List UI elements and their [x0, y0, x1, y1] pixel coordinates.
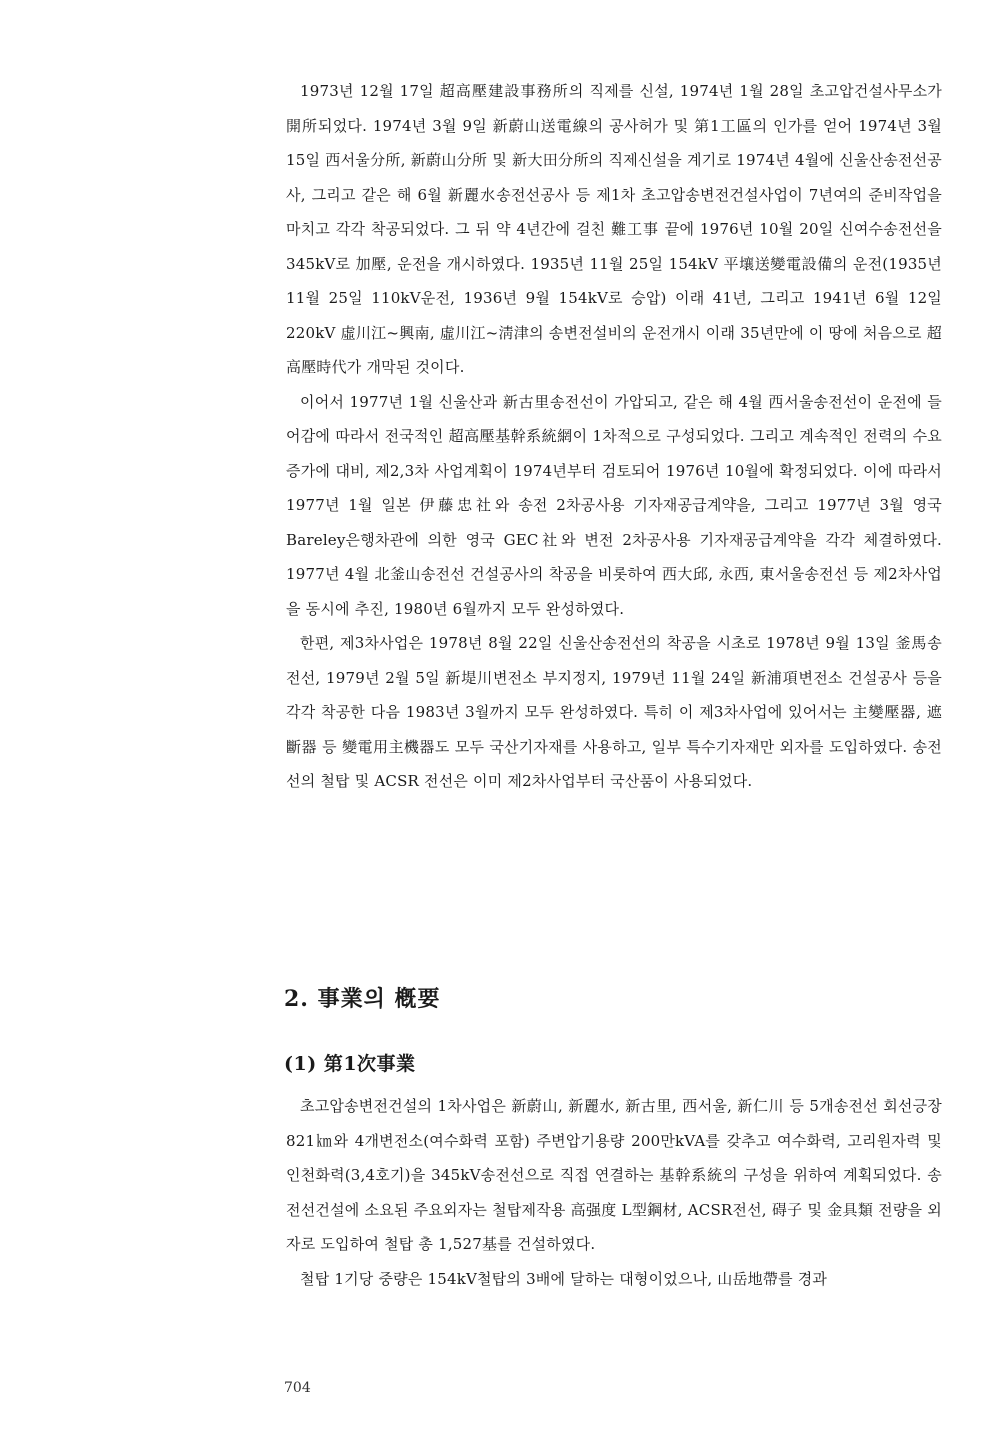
paragraph: 한편, 제3차사업은 1978년 8월 22일 신울산송전선의 착공을 시초로 1978년 9월 13일 釜馬송전선, 1979년 2월 5일 新堤川변전소 부지정지, 1979년 11월 24일 新浦項변전소 건설공사 등을 각각 착공한 다음 1983년 3월까지 모두 완성하였다. 특히 이 제3차사업에 있어서는 主變壓器, 遮斷器 등 變電用主機器도 모두 국산기자재를 사용하고, 일부 특수기자재만 외자를 도입하였다. 송전선의 철탑 및 ACSR 전선은 이미 제2차사업부터 국산품이 사용되었다. — [286, 634, 942, 790]
page-number: 704 — [284, 1380, 311, 1396]
body-text-top — [286, 74, 942, 799]
body-text-bottom — [286, 1089, 942, 1296]
section-heading: 2. 事業의 槪要 — [284, 986, 441, 1012]
subsection-heading: (1) 第1次事業 — [284, 1053, 416, 1075]
paragraph: 초고압송변전건설의 1차사업은 新蔚山, 新麗水, 新古里, 西서울, 新仁川 등 5개송전선 회선긍장 821㎞와 4개변전소(여수화력 포함) 주변압기용량 200만kVA를 갖추고 여수화력, 고리원자력 및 인천화력(3,4호기)을 345kV송전선으로 직접 연결하는 基幹系統의 구성을 위하여 계획되었다. 송전선건설에 소요된 주요외자는 철탑제작용 高强度 L型鋼材, ACSR전선, 碍子 및 金具類 전량을 외자로 도입하여 철탑 총 1,527基를 건설하였다. — [286, 1097, 942, 1253]
paragraph: 이어서 1977년 1월 신울산과 新古里송전선이 가압되고, 같은 해 4월 西서울송전선이 운전에 들어감에 따라서 전국적인 超高壓基幹系統網이 1차적으로 구성되었다. 그리고 계속적인 전력의 수요증가에 대비, 제2,3차 사업계획이 1974년부터 검토되어 1976년 10월에 확정되었다. 이에 따라서 1977년 1월 일본 伊藤忠社와 송전 2차공사용 기자재공급계약을, 그리고 1977년 3월 영국 Bareley은행차관에 의한 영국 GEC社와 변전 2차공사용 기자재공급계약을 각각 체결하였다. 1977년 4월 北釜山송전선 건설공사의 착공을 비롯하여 西大邱, 永西, 東서울송전선 등 제2차사업을 동시에 추진, 1980년 6월까지 모두 완성하였다. — [286, 392, 942, 618]
paragraph: 1973년 12월 17일 超高壓建設事務所의 직제를 신설, 1974년 1월 28일 초고압건설사무소가 開所되었다. 1974년 3월 9일 新蔚山送電線의 공사허가 및 第1工區의 인가를 얻어 1974년 3월 15일 西서울分所, 新蔚山分所 및 新大田分所의 직제신설을 계기로 1974년 4월에 신울산송전선공사, 그리고 같은 해 6월 新麗水송전선공사 등 제1차 초고압송변전건설사업이 7년여의 준비작업을 마치고 각각 착공되었다. 그 뒤 약 4년간에 걸친 難工事 끝에 1976년 10월 20일 신여수송전선을 345kV로 加壓, 운전을 개시하였다. 1935년 11월 25일 154kV 平壤送變電設備의 운전(1935년 11월 25일 110kV운전, 1936년 9월 154kV로 승압) 이래 41년, 그리고 1941년 6월 12일 220kV 虛川江~興南, 虛川江~淸津의 송변전설비의 운전개시 이래 35년만에 이 땅에 처음으로 超高壓時代가 개막된 것이다. — [286, 82, 942, 376]
paragraph: 철탑 1기당 중량은 154kV철탑의 3배에 달하는 대형이었으나, 山岳地帶를 경과 — [300, 1269, 828, 1288]
